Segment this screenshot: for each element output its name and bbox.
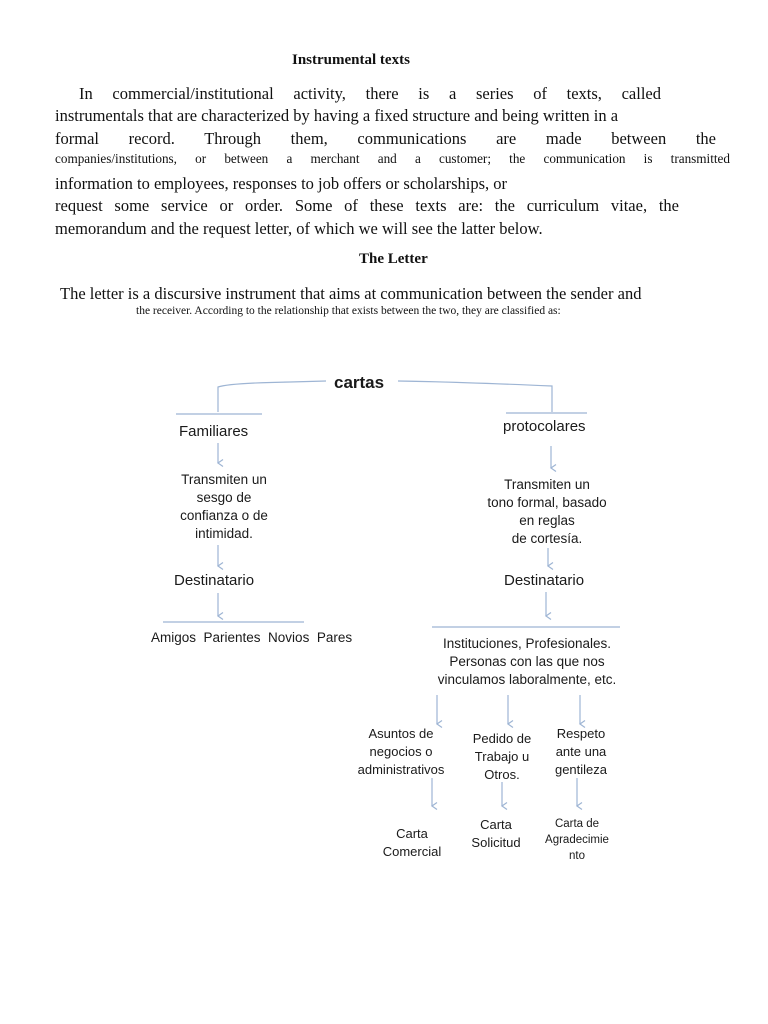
branch-2-topic: Pedido de Trabajo u Otros. [472, 731, 532, 782]
intro-line-6: request some service or order. Some of these texts are: the curriculum vitae, the [55, 196, 679, 215]
protocolares-recipients: Instituciones, Profesionales. Personas con las que nos vinculamos laboralmente, etc. [437, 636, 617, 687]
familiares-recipients: Amigos Parientes Novios Pares [151, 630, 353, 645]
branch-2-result: Carta Solicitud [471, 817, 521, 850]
section-title: The Letter [359, 251, 428, 267]
page-title: Instrumental texts [292, 52, 410, 68]
branch-3-result: Carta de Agradecimie nto [545, 818, 609, 862]
protocolares-destinatario: Destinatario [504, 572, 585, 589]
protocolares-description: Transmiten un tono formal, basado en reglas de cortesía. [487, 477, 607, 546]
branch-3-topic: Respeto ante una gentileza [554, 726, 608, 777]
intro-line-7: memorandum and the request letter, of which we will see the latter below. [55, 219, 543, 238]
protocolares-label: protocolares [503, 418, 586, 435]
root-left-connector [218, 381, 326, 412]
branch-1-topic: Asuntos de negocios o administrativos [357, 726, 445, 777]
intro-line-3: formal record. Through them, communications are made between the [55, 129, 716, 148]
branch-1-result: Carta Comercial [382, 826, 442, 859]
intro-line-1: In commercial/institutional activity, there is a series of texts, called [79, 84, 661, 103]
intro-line-4: companies/institutions, or between a merchant and a customer; the communication is transmitted [55, 151, 730, 166]
familiares-label: Familiares [179, 423, 249, 440]
letter-line-2: the receiver. According to the relationship that exists between the two, they are classified as: [136, 305, 561, 317]
root-right-connector [398, 381, 552, 412]
familiares-destinatario: Destinatario [174, 572, 255, 589]
intro-line-5: information to employees, responses to job offers or scholarships, or [55, 174, 507, 193]
familiares-description: Transmiten un sesgo de confianza o de intimidad. [180, 472, 268, 541]
intro-line-2: instrumentals that are characterized by having a fixed structure and being written in a [55, 106, 619, 125]
diagram-root: cartas [334, 373, 385, 392]
letter-line-1: The letter is a discursive instrument that aims at communication between the sender and [60, 284, 642, 303]
